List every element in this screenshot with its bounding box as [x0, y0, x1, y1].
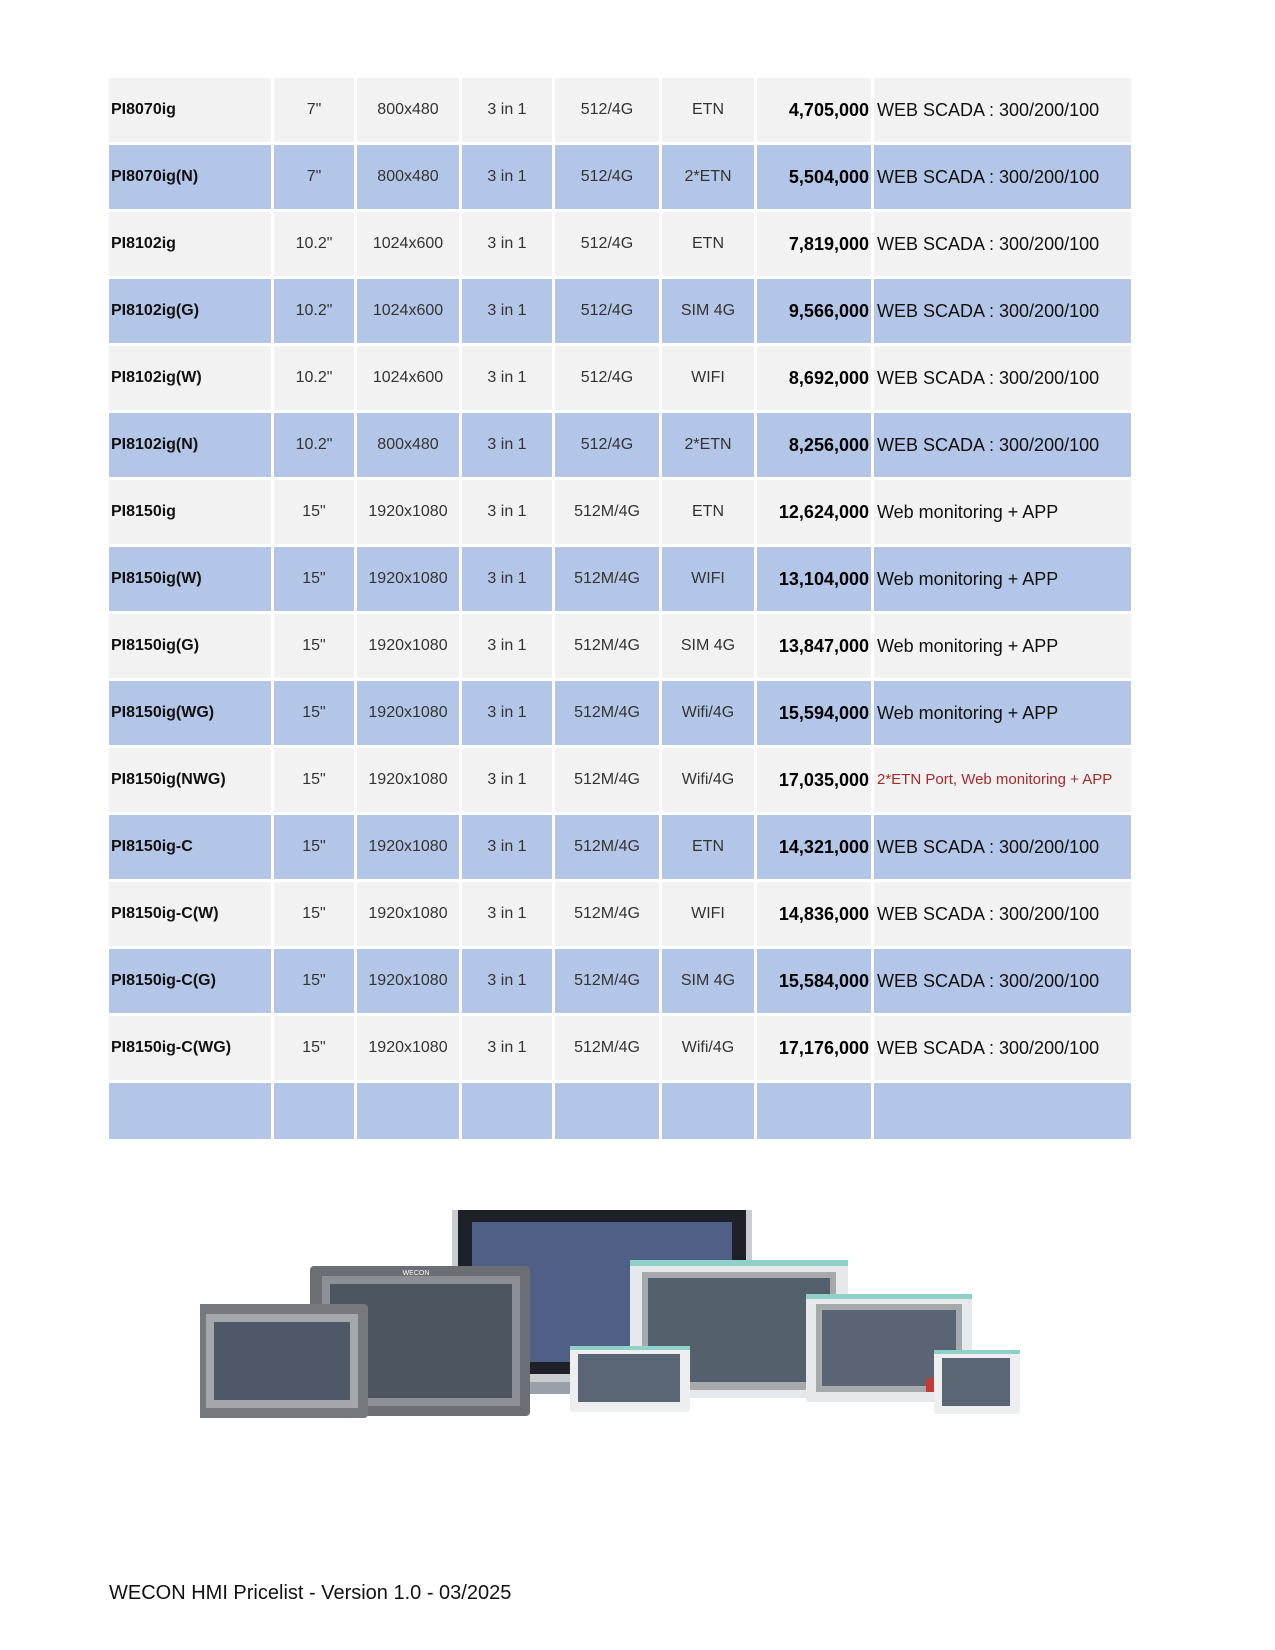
io-cell: 3 in 1 [462, 748, 552, 812]
note-cell: WEB SCADA : 300/200/100 [874, 78, 1131, 142]
io-cell: 3 in 1 [462, 78, 552, 142]
table-row [109, 78, 1131, 142]
network-cell: SIM 4G [662, 614, 754, 678]
table-row [109, 949, 1131, 1013]
price-cell: 7,819,000 [757, 212, 871, 276]
empty-cell [274, 1083, 354, 1139]
model-cell: PI8150ig-C(WG) [109, 1016, 271, 1080]
network-cell: ETN [662, 212, 754, 276]
size-cell: 10.2" [274, 346, 354, 410]
model-cell: PI8150ig-C(W) [109, 882, 271, 946]
model-cell: PI8150ig(WG) [109, 681, 271, 745]
network-cell: WIFI [662, 346, 754, 410]
note-cell: WEB SCADA : 300/200/100 [874, 1016, 1131, 1080]
price-cell: 8,692,000 [757, 346, 871, 410]
network-cell: WIFI [662, 882, 754, 946]
empty-cell [109, 1083, 271, 1139]
price-cell: 14,321,000 [757, 815, 871, 879]
table-row-empty [109, 1083, 1131, 1139]
network-cell: ETN [662, 78, 754, 142]
price-cell: 12,624,000 [757, 480, 871, 544]
size-cell: 15" [274, 815, 354, 879]
size-cell: 15" [274, 480, 354, 544]
network-cell: ETN [662, 815, 754, 879]
io-cell: 3 in 1 [462, 346, 552, 410]
resolution-cell: 1920x1080 [357, 882, 459, 946]
note-cell: WEB SCADA : 300/200/100 [874, 279, 1131, 343]
model-cell: PI8150ig(NWG) [109, 748, 271, 812]
memory-cell: 512M/4G [555, 949, 659, 1013]
network-cell: WIFI [662, 547, 754, 611]
note-cell: WEB SCADA : 300/200/100 [874, 346, 1131, 410]
note-cell: WEB SCADA : 300/200/100 [874, 212, 1131, 276]
note-cell: WEB SCADA : 300/200/100 [874, 413, 1131, 477]
io-cell: 3 in 1 [462, 614, 552, 678]
network-cell: SIM 4G [662, 279, 754, 343]
resolution-cell: 1920x1080 [357, 681, 459, 745]
io-cell: 3 in 1 [462, 949, 552, 1013]
resolution-cell: 1024x600 [357, 279, 459, 343]
hmi-product-photo [200, 1210, 1060, 1450]
photo-brand-text: WECON [402, 1270, 430, 1277]
memory-cell: 512/4G [555, 78, 659, 142]
empty-cell [874, 1083, 1131, 1139]
resolution-cell: 1920x1080 [357, 480, 459, 544]
model-cell: PI8070ig(N) [109, 145, 271, 209]
io-cell: 3 in 1 [462, 681, 552, 745]
network-cell: ETN [662, 480, 754, 544]
hmi-white-panel-small-right [934, 1350, 1020, 1414]
memory-cell: 512/4G [555, 279, 659, 343]
table-row [109, 681, 1131, 745]
io-cell: 3 in 1 [462, 1016, 552, 1080]
price-cell: 9,566,000 [757, 279, 871, 343]
hmi-white-panel-small-center [570, 1346, 690, 1412]
price-cell: 17,035,000 [757, 748, 871, 812]
note-cell: 2*ETN Port, Web monitoring + APP [874, 748, 1131, 812]
price-table [106, 75, 1134, 1142]
memory-cell: 512M/4G [555, 815, 659, 879]
note-cell: Web monitoring + APP [874, 547, 1131, 611]
model-cell: PI8150ig(G) [109, 614, 271, 678]
table-row [109, 882, 1131, 946]
model-cell: PI8102ig(N) [109, 413, 271, 477]
price-cell: 4,705,000 [757, 78, 871, 142]
io-cell: 3 in 1 [462, 815, 552, 879]
resolution-cell: 1920x1080 [357, 949, 459, 1013]
size-cell: 10.2" [274, 279, 354, 343]
table-row [109, 145, 1131, 209]
note-cell: WEB SCADA : 300/200/100 [874, 815, 1131, 879]
price-cell: 5,504,000 [757, 145, 871, 209]
size-cell: 15" [274, 882, 354, 946]
size-cell: 7" [274, 78, 354, 142]
resolution-cell: 1920x1080 [357, 748, 459, 812]
empty-cell [757, 1083, 871, 1139]
network-cell: Wifi/4G [662, 748, 754, 812]
footer-text: WECON HMI Pricelist - Version 1.0 - 03/2025 [109, 1582, 512, 1604]
table-row [109, 1016, 1131, 1080]
memory-cell: 512/4G [555, 413, 659, 477]
resolution-cell: 1920x1080 [357, 1016, 459, 1080]
empty-cell [555, 1083, 659, 1139]
model-cell: PI8150ig-C(G) [109, 949, 271, 1013]
size-cell: 15" [274, 547, 354, 611]
network-cell: SIM 4G [662, 949, 754, 1013]
memory-cell: 512M/4G [555, 547, 659, 611]
table-row [109, 815, 1131, 879]
size-cell: 10.2" [274, 212, 354, 276]
memory-cell: 512M/4G [555, 681, 659, 745]
model-cell: PI8102ig(G) [109, 279, 271, 343]
price-cell: 14,836,000 [757, 882, 871, 946]
price-cell: 13,104,000 [757, 547, 871, 611]
note-cell: Web monitoring + APP [874, 681, 1131, 745]
size-cell: 10.2" [274, 413, 354, 477]
io-cell: 3 in 1 [462, 480, 552, 544]
note-cell: WEB SCADA : 300/200/100 [874, 882, 1131, 946]
model-cell: PI8150ig-C [109, 815, 271, 879]
network-cell: 2*ETN [662, 145, 754, 209]
table-row [109, 413, 1131, 477]
note-cell: WEB SCADA : 300/200/100 [874, 145, 1131, 209]
size-cell: 15" [274, 748, 354, 812]
table-row [109, 480, 1131, 544]
memory-cell: 512M/4G [555, 1016, 659, 1080]
resolution-cell: 800x480 [357, 78, 459, 142]
resolution-cell: 1024x600 [357, 212, 459, 276]
table-row [109, 279, 1131, 343]
note-cell: WEB SCADA : 300/200/100 [874, 949, 1131, 1013]
network-cell: 2*ETN [662, 413, 754, 477]
io-cell: 3 in 1 [462, 547, 552, 611]
note-cell: Web monitoring + APP [874, 480, 1131, 544]
resolution-cell: 1920x1080 [357, 815, 459, 879]
size-cell: 15" [274, 681, 354, 745]
price-cell: 17,176,000 [757, 1016, 871, 1080]
resolution-cell: 800x480 [357, 413, 459, 477]
model-cell: PI8150ig [109, 480, 271, 544]
note-cell: Web monitoring + APP [874, 614, 1131, 678]
size-cell: 15" [274, 614, 354, 678]
size-cell: 15" [274, 949, 354, 1013]
network-cell: Wifi/4G [662, 681, 754, 745]
model-cell: PI8070ig [109, 78, 271, 142]
io-cell: 3 in 1 [462, 145, 552, 209]
network-cell: Wifi/4G [662, 1016, 754, 1080]
price-cell: 15,584,000 [757, 949, 871, 1013]
io-cell: 3 in 1 [462, 212, 552, 276]
model-cell: PI8102ig [109, 212, 271, 276]
table-row [109, 212, 1131, 276]
memory-cell: 512/4G [555, 212, 659, 276]
resolution-cell: 1920x1080 [357, 547, 459, 611]
model-cell: PI8150ig(W) [109, 547, 271, 611]
io-cell: 3 in 1 [462, 279, 552, 343]
memory-cell: 512M/4G [555, 882, 659, 946]
memory-cell: 512M/4G [555, 480, 659, 544]
model-cell: PI8102ig(W) [109, 346, 271, 410]
io-cell: 3 in 1 [462, 413, 552, 477]
memory-cell: 512M/4G [555, 748, 659, 812]
price-table-body [109, 78, 1131, 1139]
empty-cell [357, 1083, 459, 1139]
memory-cell: 512/4G [555, 346, 659, 410]
hmi-gray-panel-small [200, 1304, 368, 1418]
io-cell: 3 in 1 [462, 882, 552, 946]
table-row [109, 547, 1131, 611]
price-cell: 15,594,000 [757, 681, 871, 745]
price-cell: 13,847,000 [757, 614, 871, 678]
resolution-cell: 800x480 [357, 145, 459, 209]
resolution-cell: 1920x1080 [357, 614, 459, 678]
empty-cell [462, 1083, 552, 1139]
size-cell: 7" [274, 145, 354, 209]
table-row [109, 748, 1131, 812]
table-row [109, 614, 1131, 678]
size-cell: 15" [274, 1016, 354, 1080]
resolution-cell: 1024x600 [357, 346, 459, 410]
price-cell: 8,256,000 [757, 413, 871, 477]
memory-cell: 512/4G [555, 145, 659, 209]
empty-cell [662, 1083, 754, 1139]
table-row [109, 346, 1131, 410]
memory-cell: 512M/4G [555, 614, 659, 678]
